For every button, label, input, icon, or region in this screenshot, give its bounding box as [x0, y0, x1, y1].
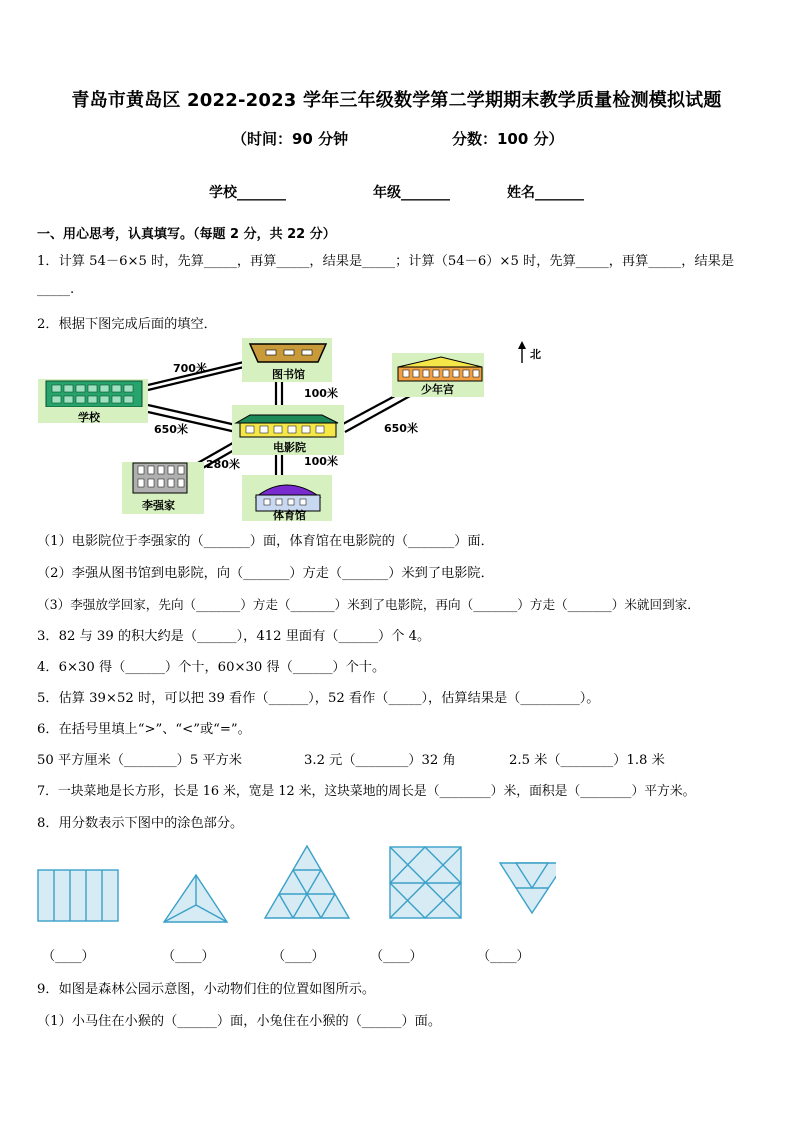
answer-blank-2[interactable]: （____） [162, 949, 215, 964]
school-label: 学校 [78, 411, 100, 424]
distance-school-cinema: 650米 [154, 423, 188, 436]
name-field[interactable]: 姓名_______ [507, 185, 584, 201]
shape-triangle-grid [265, 846, 349, 918]
grade-field[interactable]: 年级_______ [373, 185, 450, 201]
exam-score: 分数：100 分） [452, 130, 564, 148]
question-9-sub-1: （1）小马住在小猴的（______）面，小兔住在小猴的（______）面。 [37, 1014, 442, 1029]
exam-time: （时间：90 分钟 [232, 130, 349, 148]
youth-palace-label: 少年宫 [421, 383, 454, 396]
section-heading: 一、用心思考，认真填写。（每题 2 分，共 22 分） [37, 227, 336, 242]
question-2-sub-1: （1）电影院位于李强家的（_______）面，体育馆在电影院的（_______）面． [37, 534, 494, 549]
question-1-line-1: 1．计算 54－6×5 时，先算_____，再算_____，结果是_____；计算（54－6）×5 时，先算_____，再算_____，结果是 [37, 254, 735, 269]
north-label: 北 [530, 348, 541, 361]
cinema-label: 电影院 [273, 441, 306, 454]
distance-cinema-palace: 650米 [384, 422, 418, 435]
question-2-sub-2: （2）李强从图书馆到电影院，向（_______）方走（_______）米到了电影院． [37, 566, 494, 581]
fraction-shapes [36, 843, 556, 927]
library-label: 图书馆 [272, 368, 305, 381]
town-map [36, 335, 556, 523]
question-2-sub-3: （3）李强放学回家，先向（_______）方走（_______）米到了电影院，再向（_______）方走（_______）米就回到家． [37, 597, 700, 612]
question-2-text: 2．根据下图完成后面的填空． [37, 317, 217, 332]
gym-label: 体育馆 [273, 509, 306, 522]
question-8-text: 8．用分数表示下图中的涂色部分。 [37, 816, 244, 831]
shape-rectangle-strips [38, 870, 118, 921]
distance-home-cinema: 280米 [206, 458, 240, 471]
question-6-compare-3: 2.5 米（________）1.8 米 [509, 753, 665, 768]
question-4: 4．6×30 得（______）个十，60×30 得（______）个十。 [37, 660, 386, 675]
distance-school-library: 700米 [173, 362, 207, 375]
shape-triangle-center [164, 875, 227, 922]
answer-blank-5[interactable]: （____） [477, 949, 530, 964]
distance-cinema-gym: 100米 [304, 455, 338, 468]
shape-inverted-triangle [500, 863, 556, 913]
question-6-text: 6．在括号里填上“>”、“<”或“=”。 [37, 722, 251, 737]
home-label: 李强家 [142, 499, 175, 512]
question-9-text: 9．如图是森林公园示意图，小动物们住的位置如图所示。 [37, 982, 376, 997]
answer-blank-4[interactable]: （____） [370, 949, 423, 964]
north-arrow-icon [518, 341, 526, 363]
answer-blank-1[interactable]: （____） [42, 949, 95, 964]
question-3: 3．82 与 39 的积大约是（______），412 里面有（______）个 4。 [37, 629, 431, 644]
question-5: 5．估算 39×52 时，可以把 39 看作（______），52 看作（_____），估算结果是（_________）。 [37, 691, 600, 706]
answer-blank-3[interactable]: （____） [272, 949, 325, 964]
exam-title: 青岛市黄岛区 2022-2023 学年三年级数学第二学期期末教学质量检测模拟试题 [71, 90, 722, 111]
distance-library-cinema: 100米 [304, 387, 338, 400]
shape-square-diamond [390, 847, 461, 918]
question-6-compare-2: 3.2 元（________）32 角 [304, 753, 456, 768]
question-7: 7．一块菜地是长方形，长是 16 米，宽是 12 米，这块菜地的周长是（________）米，面积是（________）平方米。 [37, 784, 696, 799]
question-6-compare-1: 50 平方厘米（________）5 平方米 [37, 753, 242, 768]
question-1-line-2: _____. [37, 282, 75, 297]
school-field[interactable]: 学校_______ [209, 185, 286, 201]
